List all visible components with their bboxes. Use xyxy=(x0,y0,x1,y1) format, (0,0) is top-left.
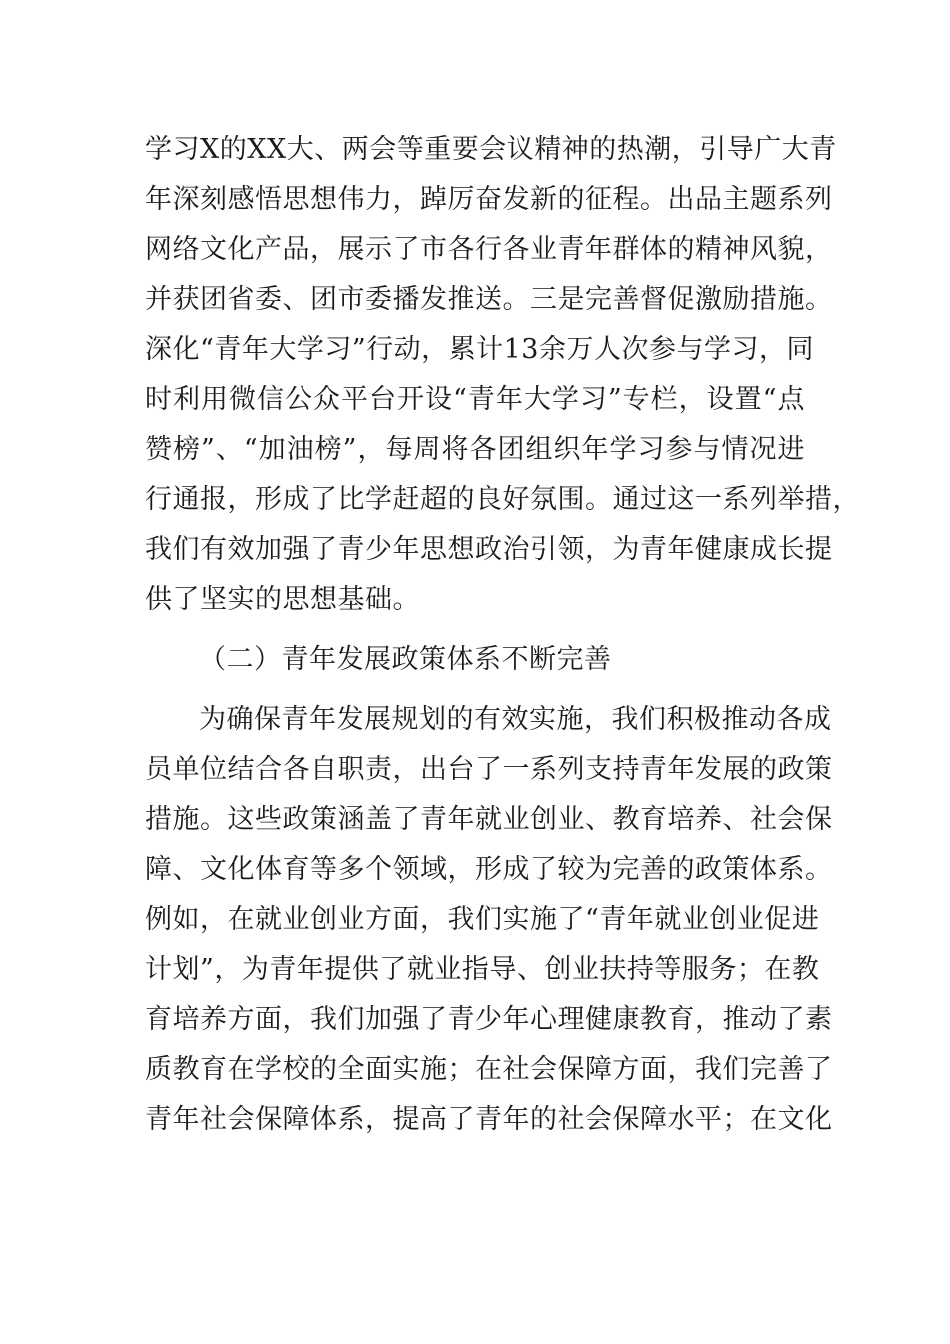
paragraph-1-line-2: 年 深 刻 感 悟 思 想 伟 力 ， 踔 厉 奋 发 新 的 征 程 。 出 品 主 题 系 列 xyxy=(145,184,833,215)
paragraph-1-line-1: 学 习 X 的 XX 大 、 两 会 等 重 要 会 议 精 神 的 热 潮 ， 引 导 广 大 青 xyxy=(145,134,837,165)
paragraph-2-line-1: 为 确 保 青 年 发 展 规 划 的 有 效 实 施 ， 我 们 积 极 推 动 各 成 xyxy=(199,704,832,735)
paragraph-2-line-4: 障 、 文 化 体 育 等 多 个 领 域 ， 形 成 了 较 为 完 善 的 政 策 体 系 。 xyxy=(145,854,833,885)
paragraph-1-line-6: 时 利 用 微 信 公 众 平 台 开 设 “ 青 年 大 学 习 ” 专 栏 ， 设 置 “ 点 xyxy=(145,384,805,415)
paragraph-2-line-2: 员 单 位 结 合 各 自 职 责 ， 出 台 了 一 系 列 支 持 青 年 发 展 的 政 策 xyxy=(145,754,833,785)
paragraph-2-line-6: 计 划 ” ， 为 青 年 提 供 了 就 业 指 导 、 创 业 扶 持 等 服 务 ； 在 教 xyxy=(145,954,820,985)
paragraph-1-line-3: 网 络 文 化 产 品 ， 展 示 了 市 各 行 各 业 青 年 群 体 的 精 神 风 貌 ， xyxy=(145,234,833,265)
paragraph-1-line-4: 并 获 团 省 委 、 团 市 委 播 发 推 送 。 三 是 完 善 督 促 激 励 措 施 。 xyxy=(145,284,833,315)
paragraph-2-line-9: 青 年 社 会 保 障 体 系 ， 提 高 了 青 年 的 社 会 保 障 水 平 ； 在 文 化 xyxy=(145,1104,833,1135)
paragraph-2-line-8: 质 教 育 在 学 校 的 全 面 实 施 ； 在 社 会 保 障 方 面 ， 我 们 完 善 了 xyxy=(145,1054,833,1085)
paragraph-1-line-5: 深 化 “ 青 年 大 学 习 ” 行 动 ， 累 计 13 余 万 人 次 参 与 学 习 ， 同 xyxy=(145,334,814,365)
paragraph-2-line-7: 育 培 养 方 面 ， 我 们 加 强 了 青 少 年 心 理 健 康 教 育 ， 推 动 了 素 xyxy=(145,1004,833,1035)
paragraph-1-line-10: 供了坚实的思想基础。 xyxy=(145,584,420,615)
paragraph-1-line-8: 行 通 报 ， 形 成 了 比 学 赶 超 的 良 好 氛 围 。 通 过 这 一 系 列 举 措 ， xyxy=(145,484,860,515)
paragraph-2-line-3: 措 施 。 这 些 政 策 涵 盖 了 青 年 就 业 创 业 、 教 育 培 养 、 社 会 保 xyxy=(145,804,833,835)
paragraph-1-line-7: 赞 榜 ” 、 “ 加 油 榜 ” ， 每 周 将 各 团 组 织 年 学 习 参 与 情 况 进 xyxy=(145,434,805,465)
section-heading: （二）青年发展政策体系不断完善 xyxy=(199,644,612,675)
paragraph-1-line-9: 我 们 有 效 加 强 了 青 少 年 思 想 政 治 引 领 ， 为 青 年 健 康 成 长 提 xyxy=(145,534,833,565)
paragraph-2-line-5: 例 如 ， 在 就 业 创 业 方 面 ， 我 们 实 施 了 “ 青 年 就 业 创 业 促 进 xyxy=(145,904,820,935)
